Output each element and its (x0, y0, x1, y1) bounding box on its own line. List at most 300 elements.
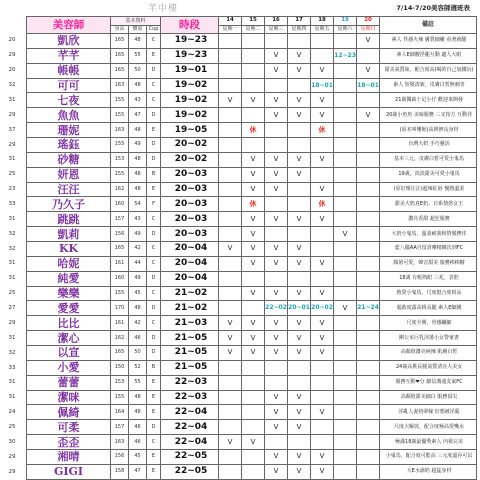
row-age: 31 (8, 394, 16, 401)
day-cell: V (242, 93, 265, 108)
day-cell (334, 375, 357, 390)
height-cell: 157 (111, 420, 129, 435)
day-cell (265, 197, 288, 212)
day-cell (334, 138, 357, 153)
height-cell: 164 (111, 405, 129, 420)
day-cell (265, 34, 288, 49)
table-row (27, 464, 477, 479)
day-cell: V (242, 256, 265, 271)
header-day-name: 星期一 (219, 26, 242, 34)
day-cell (219, 152, 242, 167)
height-cell: 158 (111, 464, 129, 479)
day-cell (242, 390, 265, 405)
note-cell: 素人 短髮清新，皮膚白皙無刺青 (380, 78, 477, 93)
day-cell (334, 271, 357, 286)
day-cell (357, 390, 380, 405)
note-cell: 素人E細腰浮腿互動 適人大眼 (380, 48, 477, 63)
header-day-num: 17 (288, 17, 311, 26)
day-cell (334, 464, 357, 479)
day-cell (219, 420, 242, 435)
day-cell: 休 (242, 197, 265, 212)
note-cell: 藍八擺AA自留清晰精緻次到FC (380, 242, 477, 257)
note-cell: 21歲獨裁十足小仔 歡迎來開發 (380, 93, 477, 108)
table-row (27, 360, 477, 375)
table-row (27, 346, 477, 361)
day-cell (288, 271, 311, 286)
day-cell (357, 346, 380, 361)
height-cell: 165 (111, 346, 129, 361)
cup-cell: E (147, 450, 161, 465)
day-cell: V (288, 346, 311, 361)
row-age: 20 (8, 37, 16, 44)
table-row (27, 420, 477, 435)
day-cell (242, 360, 265, 375)
cup-cell: E (147, 123, 161, 138)
day-cell (311, 360, 334, 375)
day-cell: V (219, 346, 242, 361)
weight-cell: 55 (129, 375, 147, 390)
stylist-name: 歪歪 (27, 435, 111, 450)
row-age: 31 (8, 275, 16, 282)
note-cell: 淫亂人妻初夢嫁 好想被淫亂 (380, 405, 477, 420)
stylist-name: 跳跳 (27, 212, 111, 227)
cup-cell: C (147, 242, 161, 257)
day-cell (288, 182, 311, 197)
day-cell (288, 123, 311, 138)
row-age: 25 (8, 171, 16, 178)
day-cell (288, 138, 311, 153)
time-slot: 20~02 (161, 138, 219, 153)
day-cell (311, 435, 334, 450)
stylist-name: 乃久子 (27, 197, 111, 212)
height-cell: 170 (111, 301, 129, 316)
day-cell (357, 242, 380, 257)
day-cell: V (242, 167, 265, 182)
table-row (27, 390, 477, 405)
cup-cell: D (147, 63, 161, 78)
height-cell: 157 (111, 212, 129, 227)
day-cell (334, 167, 357, 182)
day-cell (242, 450, 265, 465)
day-cell (265, 435, 288, 450)
day-cell: V (242, 316, 265, 331)
day-cell (357, 182, 380, 197)
day-cell: V (288, 464, 311, 479)
day-cell (219, 167, 242, 182)
day-cell (219, 227, 242, 242)
day-cell: 休 (242, 123, 265, 138)
table-row (27, 167, 477, 182)
day-cell (311, 167, 334, 182)
note-cell: 甜美大奶真E奶，日系情慾女王 (380, 197, 477, 212)
header-day-num: 14 (219, 17, 242, 26)
day-cell: V (242, 242, 265, 257)
day-cell: V (265, 390, 288, 405)
time-slot: 19~02 (161, 108, 219, 123)
weight-cell: 44 (129, 256, 147, 271)
day-cell (219, 390, 242, 405)
height-cell: 165 (111, 34, 129, 49)
cup-cell: D (147, 152, 161, 167)
time-slot: 21~05 (161, 331, 219, 346)
day-cell (219, 405, 242, 420)
cup-cell: D (147, 331, 161, 346)
weight-cell: 50 (129, 63, 147, 78)
note-cell: 基本三元，皮膚白皙可愛小鬼馬 (380, 152, 477, 167)
table-row (27, 108, 477, 123)
day-cell (334, 450, 357, 465)
table-row (27, 34, 477, 49)
header-day-num: 15 (242, 17, 265, 26)
day-cell: V (265, 152, 288, 167)
day-cell: V (265, 182, 288, 197)
weight-cell: 43 (129, 212, 147, 227)
time-slot: 19~23 (161, 34, 219, 49)
stylist-name: 帳帳 (27, 63, 111, 78)
weight-cell: 48 (129, 152, 147, 167)
day-cell (219, 360, 242, 375)
day-cell (334, 212, 357, 227)
note-cell: 剛公室巨乳淫蕩小女警童書 (380, 331, 477, 346)
height-cell: 165 (111, 48, 129, 63)
header-day-num: 16 (265, 17, 288, 26)
date-range: 7/14-7/20美容師週班表 (396, 4, 470, 12)
cup-cell: C (147, 34, 161, 49)
stylist-name: 瑤鈺 (27, 138, 111, 153)
day-cell: V (357, 34, 380, 49)
time-slot: 22~03 (161, 390, 219, 405)
stylist-name: 湘晴 (27, 450, 111, 465)
weight-cell: 45 (129, 450, 147, 465)
cup-cell: D (147, 420, 161, 435)
day-cell (334, 152, 357, 167)
table-row (27, 450, 477, 465)
day-cell (219, 271, 242, 286)
day-cell: V (288, 212, 311, 227)
time-slot: 20~04 (161, 271, 219, 286)
day-cell: V (311, 212, 334, 227)
day-cell: 12~23 (334, 48, 357, 63)
day-cell: V (288, 331, 311, 346)
row-age: 29 (8, 468, 16, 475)
weight-cell: 46 (129, 435, 147, 450)
day-cell (219, 301, 242, 316)
height-cell: 162 (111, 331, 129, 346)
day-cell: V (311, 182, 334, 197)
time-slot: 20~03 (161, 197, 219, 212)
cup-cell: B (147, 360, 161, 375)
day-cell (242, 464, 265, 479)
day-cell: 21~24 (357, 301, 380, 316)
stylist-name: 比比 (27, 316, 111, 331)
day-cell (357, 138, 380, 153)
height-cell: 161 (111, 316, 129, 331)
day-cell: V (219, 93, 242, 108)
cup-cell: C (147, 256, 161, 271)
header-day-name: 星期四 (288, 26, 311, 34)
note-cell: 18歲 有輕熟眼 三兆，表腔 (380, 271, 477, 286)
note-cell: 尺度大解放，配合度極高愛嘴水 (380, 420, 477, 435)
row-age: 33 (8, 364, 16, 371)
day-cell (357, 360, 380, 375)
day-cell: V (288, 286, 311, 301)
row-age: 31 (8, 156, 16, 163)
note-cell: (原好像汪汪)超辣紅唇 慢熱溫柔 (380, 182, 477, 197)
day-cell (288, 375, 311, 390)
day-cell (357, 93, 380, 108)
day-cell (219, 182, 242, 197)
day-cell (357, 405, 380, 420)
weight-cell: 48 (129, 301, 147, 316)
time-slot: 19~02 (161, 78, 219, 93)
day-cell (288, 360, 311, 375)
day-cell: V (265, 63, 288, 78)
cup-cell: D (147, 227, 161, 242)
stylist-name: 愛愛 (27, 301, 111, 316)
cup-cell: E (147, 464, 161, 479)
day-cell (219, 464, 242, 479)
time-slot: 20~04 (161, 256, 219, 271)
stylist-name: 凱莉 (27, 227, 111, 242)
day-cell: V (311, 464, 334, 479)
day-cell: V (265, 331, 288, 346)
day-cell: V (242, 182, 265, 197)
day-cell: V (242, 152, 265, 167)
header-height: 身高 (111, 26, 129, 34)
row-age: 31 (8, 260, 16, 267)
stylist-name: 哈妮 (27, 256, 111, 271)
stylist-name: 汪汪 (27, 182, 111, 197)
day-cell (311, 138, 334, 153)
day-cell (334, 78, 357, 93)
height-cell: 156 (111, 450, 129, 465)
row-age: 32 (8, 245, 16, 252)
weight-cell: 49 (129, 271, 147, 286)
time-slot: 20~03 (161, 212, 219, 227)
row-age: 29 (8, 319, 16, 326)
row-age: 30 (8, 438, 16, 445)
day-cell (219, 138, 242, 153)
note-cell: 20歲小魚魚 美味服務 三叉按方 互動佳 (380, 108, 477, 123)
day-cell (219, 450, 242, 465)
day-cell (311, 420, 334, 435)
day-cell: V (242, 227, 265, 242)
cup-cell: E (147, 48, 161, 63)
weight-cell: 48 (129, 34, 147, 49)
day-cell: V (311, 450, 334, 465)
height-cell: 160 (111, 271, 129, 286)
schedule-table (26, 16, 477, 480)
weight-cell: 47 (129, 464, 147, 479)
day-cell: V (311, 316, 334, 331)
note-cell: 19歲，淡淡甜美可愛小鬼馬 (380, 167, 477, 182)
day-cell: V (311, 63, 334, 78)
height-cell: 165 (111, 242, 129, 257)
day-cell: V (288, 152, 311, 167)
row-age: 32 (8, 82, 16, 89)
day-cell: V (288, 242, 311, 257)
table-row (27, 405, 477, 420)
day-cell: V (357, 108, 380, 123)
time-slot: 22~05 (161, 464, 219, 479)
time-slot: 21~05 (161, 346, 219, 361)
day-cell: V (242, 346, 265, 361)
row-age: 32 (8, 230, 16, 237)
height-cell: 163 (111, 78, 129, 93)
day-cell (357, 48, 380, 63)
stylist-name: 潔咪 (27, 390, 111, 405)
weight-cell: 47 (129, 108, 147, 123)
day-cell: V (242, 286, 265, 301)
time-slot: 20~03 (161, 227, 219, 242)
schedule-body (27, 34, 477, 480)
time-slot: 19~23 (161, 48, 219, 63)
row-age: 24 (8, 409, 16, 416)
day-cell (357, 375, 380, 390)
row-age: 32 (8, 349, 16, 356)
day-cell: V (288, 93, 311, 108)
note-cell: 素人 性感火辣 膚質細嫩 看著就醒 (380, 34, 477, 49)
table-row (27, 242, 477, 257)
day-cell (219, 63, 242, 78)
stylist-name: 砂糖 (27, 152, 111, 167)
time-slot: 21~05 (161, 360, 219, 375)
note-cell: 大E水滴奶 超猛身材 (380, 464, 477, 479)
table-row (27, 123, 477, 138)
day-cell: V (311, 286, 334, 301)
cup-cell: C (147, 78, 161, 93)
day-cell: V (288, 48, 311, 63)
stylist-name: 佩綺 (27, 405, 111, 420)
day-cell: V (242, 435, 265, 450)
day-cell (265, 360, 288, 375)
time-slot: 19~05 (161, 123, 219, 138)
stylist-name: 純愛 (27, 271, 111, 286)
day-cell (219, 286, 242, 301)
row-age: 29 (8, 111, 16, 118)
day-cell (334, 123, 357, 138)
table-row (27, 78, 477, 93)
day-cell (311, 227, 334, 242)
day-cell: 18~01 (357, 78, 380, 93)
day-cell: V (288, 256, 311, 271)
day-cell (242, 420, 265, 435)
header-day-num: 19 (334, 17, 357, 26)
day-cell: V (311, 108, 334, 123)
day-cell: V (265, 242, 288, 257)
day-cell (242, 48, 265, 63)
table-row (27, 286, 477, 301)
row-age: 31 (8, 96, 16, 103)
height-cell: 155 (111, 390, 129, 405)
row-age: 29 (8, 453, 16, 460)
day-cell (242, 138, 265, 153)
table-row (27, 375, 477, 390)
note-cell: 濃亮香甜 超狂服務 (380, 212, 477, 227)
day-cell (219, 34, 242, 49)
day-cell (334, 242, 357, 257)
stylist-name: 蕾蕾 (27, 375, 111, 390)
day-cell (334, 286, 357, 301)
day-cell (311, 34, 334, 49)
time-slot: 21~02 (161, 301, 219, 316)
day-cell: V (265, 346, 288, 361)
day-cell (242, 405, 265, 420)
cup-cell: D (147, 346, 161, 361)
day-cell (242, 78, 265, 93)
stylist-name: 潔心 (27, 331, 111, 346)
day-cell (311, 242, 334, 257)
note-cell: 24歲高挑長腿氣質清亮大美女 (380, 360, 477, 375)
cup-cell: C (147, 316, 161, 331)
time-slot: 20~04 (161, 242, 219, 257)
day-cell (357, 123, 380, 138)
time-slot: 22~03 (161, 375, 219, 390)
day-cell (242, 63, 265, 78)
day-cell: V (311, 256, 334, 271)
row-age: 27 (8, 305, 16, 312)
day-cell (265, 227, 288, 242)
header-cup: Cup (147, 26, 161, 34)
day-cell (334, 346, 357, 361)
table-row (27, 227, 477, 242)
note-cell: 高顏值濃亮純辣 肌膚白皙 (380, 346, 477, 361)
table-row (27, 93, 477, 108)
day-cell: 休 (311, 123, 334, 138)
note-cell: 服務互動❤分 細信溝通友家FC (380, 375, 477, 390)
day-cell: V (288, 390, 311, 405)
stylist-name: GIGI (27, 464, 111, 479)
cup-cell: B (147, 167, 161, 182)
day-cell: V (265, 420, 288, 435)
day-cell (334, 93, 357, 108)
day-cell (288, 435, 311, 450)
table-row (27, 197, 477, 212)
height-cell: 153 (111, 375, 129, 390)
day-cell: V (288, 167, 311, 182)
weight-cell: 49 (129, 138, 147, 153)
weight-cell: 50 (129, 346, 147, 361)
header-time-slot: 時段 (161, 17, 219, 34)
stylist-name: 小愛 (27, 360, 111, 375)
note-cell: 超敢度露高挑長腿 素人E細腰 (380, 301, 477, 316)
cup-cell: D (147, 271, 161, 286)
day-cell (334, 435, 357, 450)
cup-cell: E (147, 390, 161, 405)
weight-cell: 52 (129, 360, 147, 375)
stylist-name: 珊妮 (27, 123, 111, 138)
height-cell: 155 (111, 138, 129, 153)
day-cell: V (242, 331, 265, 346)
header-day-name: 星期五 (311, 26, 334, 34)
day-cell (334, 405, 357, 420)
row-age: 31 (8, 334, 16, 341)
stylist-name: 樂樂 (27, 286, 111, 301)
weight-cell: 54 (129, 197, 147, 212)
header-day-num: 18 (311, 17, 334, 26)
time-slot: 21~02 (161, 286, 219, 301)
day-cell: V (334, 227, 357, 242)
day-cell: 18~01 (311, 78, 334, 93)
time-slot: 22~04 (161, 405, 219, 420)
day-cell: V (265, 256, 288, 271)
day-cell (288, 78, 311, 93)
day-cell: V (288, 108, 311, 123)
row-age: 25 (8, 290, 16, 297)
cup-cell: C (147, 93, 161, 108)
header-stylist: 美容師 (27, 17, 111, 34)
header-day-name: 星期六 (334, 26, 357, 34)
